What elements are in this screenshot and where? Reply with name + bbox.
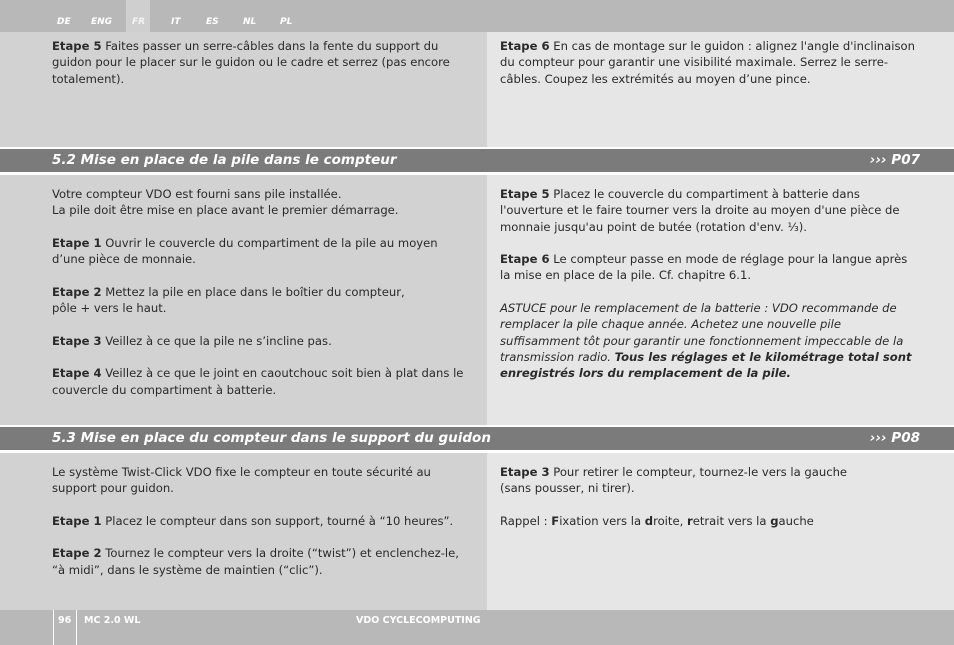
- rappel-letter: r: [686, 513, 693, 528]
- step-label: Etape 4: [52, 366, 102, 381]
- lang-it[interactable]: IT: [171, 17, 181, 27]
- rappel-text: auche: [778, 513, 814, 528]
- step-4-paragraph: [52, 365, 470, 398]
- language-bar: [0, 0, 954, 32]
- step-3-paragraph: [500, 464, 916, 497]
- step-text: Tournez le compteur vers la droite (“twist”) et enclenchez-le, “à midi”, dans le système de maintien (“clic”).: [52, 546, 459, 577]
- section2-left-text: [52, 464, 470, 578]
- rappel-letter: g: [770, 513, 779, 528]
- tip-text: ASTUCE pour le remplacement de la batterie : VDO recommande de remplacer la pile chaque année. Achetez une nouvelle pile suffisamment tôt pour garantir une fonctionnement impeccable de la transmission radio.: [500, 301, 904, 364]
- lang-es[interactable]: ES: [206, 17, 219, 27]
- intro-text: Le système Twist-Click VDO fixe le compteur en toute sécurité au support pour guidon.: [52, 465, 431, 496]
- lang-de[interactable]: DE: [57, 17, 71, 27]
- model-name: MC 2.0 WL: [84, 615, 141, 626]
- step-1-paragraph: [52, 235, 470, 268]
- step-text: Placez le couvercle du compartiment à batterie dans l'ouverture et le faire tourner vers la droite au moyen d'une pièce de monnaie jusqu'au point de butée (rotation d'env. ⅓).: [500, 187, 900, 234]
- lang-fr[interactable]: FR: [132, 17, 146, 27]
- tip-paragraph: [500, 300, 916, 381]
- step-text: Faites passer un serre-câbles dans la fente du support du guidon pour le placer sur le guidon ou le cadre et serrez (pas encore totalement).: [52, 39, 450, 86]
- step-label: Etape 5: [52, 39, 102, 53]
- section-header-battery: [0, 149, 954, 172]
- rappel-text: etrait vers la: [692, 513, 771, 528]
- top-left-text: [52, 38, 464, 87]
- step-2-paragraph: [52, 545, 470, 578]
- intro-line: La pile doit être mise en place avant le premier démarrage.: [52, 203, 399, 218]
- rappel-text: roite,: [653, 513, 687, 528]
- section1-right-text: [500, 186, 916, 382]
- intro-paragraph: [52, 186, 470, 219]
- section-title: 5.2 Mise en place de la pile dans le compteur: [52, 152, 397, 168]
- step-5-paragraph: [500, 186, 916, 235]
- step-6-paragraph: [500, 251, 916, 284]
- rappel-paragraph: [500, 513, 916, 529]
- step-2-paragraph: [52, 284, 470, 317]
- rappel-letter: d: [644, 513, 654, 528]
- step-label: Etape 1: [52, 513, 102, 528]
- step-label: Etape 3: [52, 333, 102, 348]
- step-text: Ouvrir le couvercle du compartiment de la pile au moyen d’une pièce de monnaie.: [52, 235, 438, 267]
- rappel-label: Rappel :: [500, 513, 552, 528]
- step-label: Etape 2: [52, 546, 102, 561]
- step-3-paragraph: [52, 333, 470, 349]
- step-1-paragraph: [52, 513, 470, 529]
- section-title: 5.3 Mise en place du compteur dans le support du guidon: [52, 430, 491, 446]
- step-text: Placez le compteur dans son support, tourné à “10 heures”.: [101, 513, 454, 528]
- step-text: En cas de montage sur le guidon : alignez l'angle d'inclinaison du compteur pour garantir une visibilité maximale. Serrez le serre-câbles. Coupez les extrémités au moyen d’une pince.: [500, 39, 915, 86]
- page-reference: ››› P08: [869, 430, 920, 446]
- top-right-text: [500, 38, 920, 87]
- step-label: Etape 1: [52, 235, 102, 250]
- step-label: Etape 2: [52, 284, 102, 299]
- step-text: Le compteur passe en mode de réglage pour la langue après la mise en place de la pile. Cf. chapitre 6.1.: [500, 252, 908, 283]
- lang-eng[interactable]: ENG: [91, 17, 113, 27]
- step-label: Etape 5: [500, 187, 550, 201]
- section-header-mount: [0, 427, 954, 450]
- rappel-text: ixation vers la: [559, 513, 645, 528]
- step-label: Etape 3: [500, 465, 550, 479]
- active-language-highlight: [126, 0, 150, 32]
- step-label: Etape 6: [500, 252, 550, 267]
- step-label: Etape 6: [500, 39, 550, 53]
- footer: [0, 610, 954, 645]
- intro-paragraph: [52, 464, 470, 497]
- step-text: Mettez la pile en place dans le boîtier du compteur,: [101, 284, 405, 299]
- rappel-letter: F: [551, 513, 560, 528]
- section1-left-text: [52, 186, 470, 398]
- step-text: Veillez à ce que la pile ne s’incline pas.: [101, 333, 332, 348]
- step-text: (sans pousser, ni tirer).: [500, 481, 635, 496]
- lang-nl[interactable]: NL: [243, 17, 257, 27]
- lang-pl[interactable]: PL: [280, 17, 293, 27]
- section2-right-text: [500, 464, 916, 529]
- tip-bold-text: Tous les réglages et le kilométrage total sont enregistrés lors du remplacement de la pile.: [500, 349, 912, 381]
- step-text: Veillez à ce que le joint en caoutchouc soit bien à plat dans le couvercle du compartiment à batterie.: [52, 366, 464, 397]
- page-reference: ››› P07: [869, 152, 920, 168]
- step-text: pôle + vers le haut.: [52, 301, 167, 316]
- intro-line: Votre compteur VDO est fourni sans pile installée.: [52, 187, 342, 201]
- page-number: 96: [58, 615, 72, 626]
- step-text: Pour retirer le compteur, tournez-le vers la gauche: [549, 465, 848, 479]
- brand-name: VDO CYCLECOMPUTING: [356, 615, 481, 626]
